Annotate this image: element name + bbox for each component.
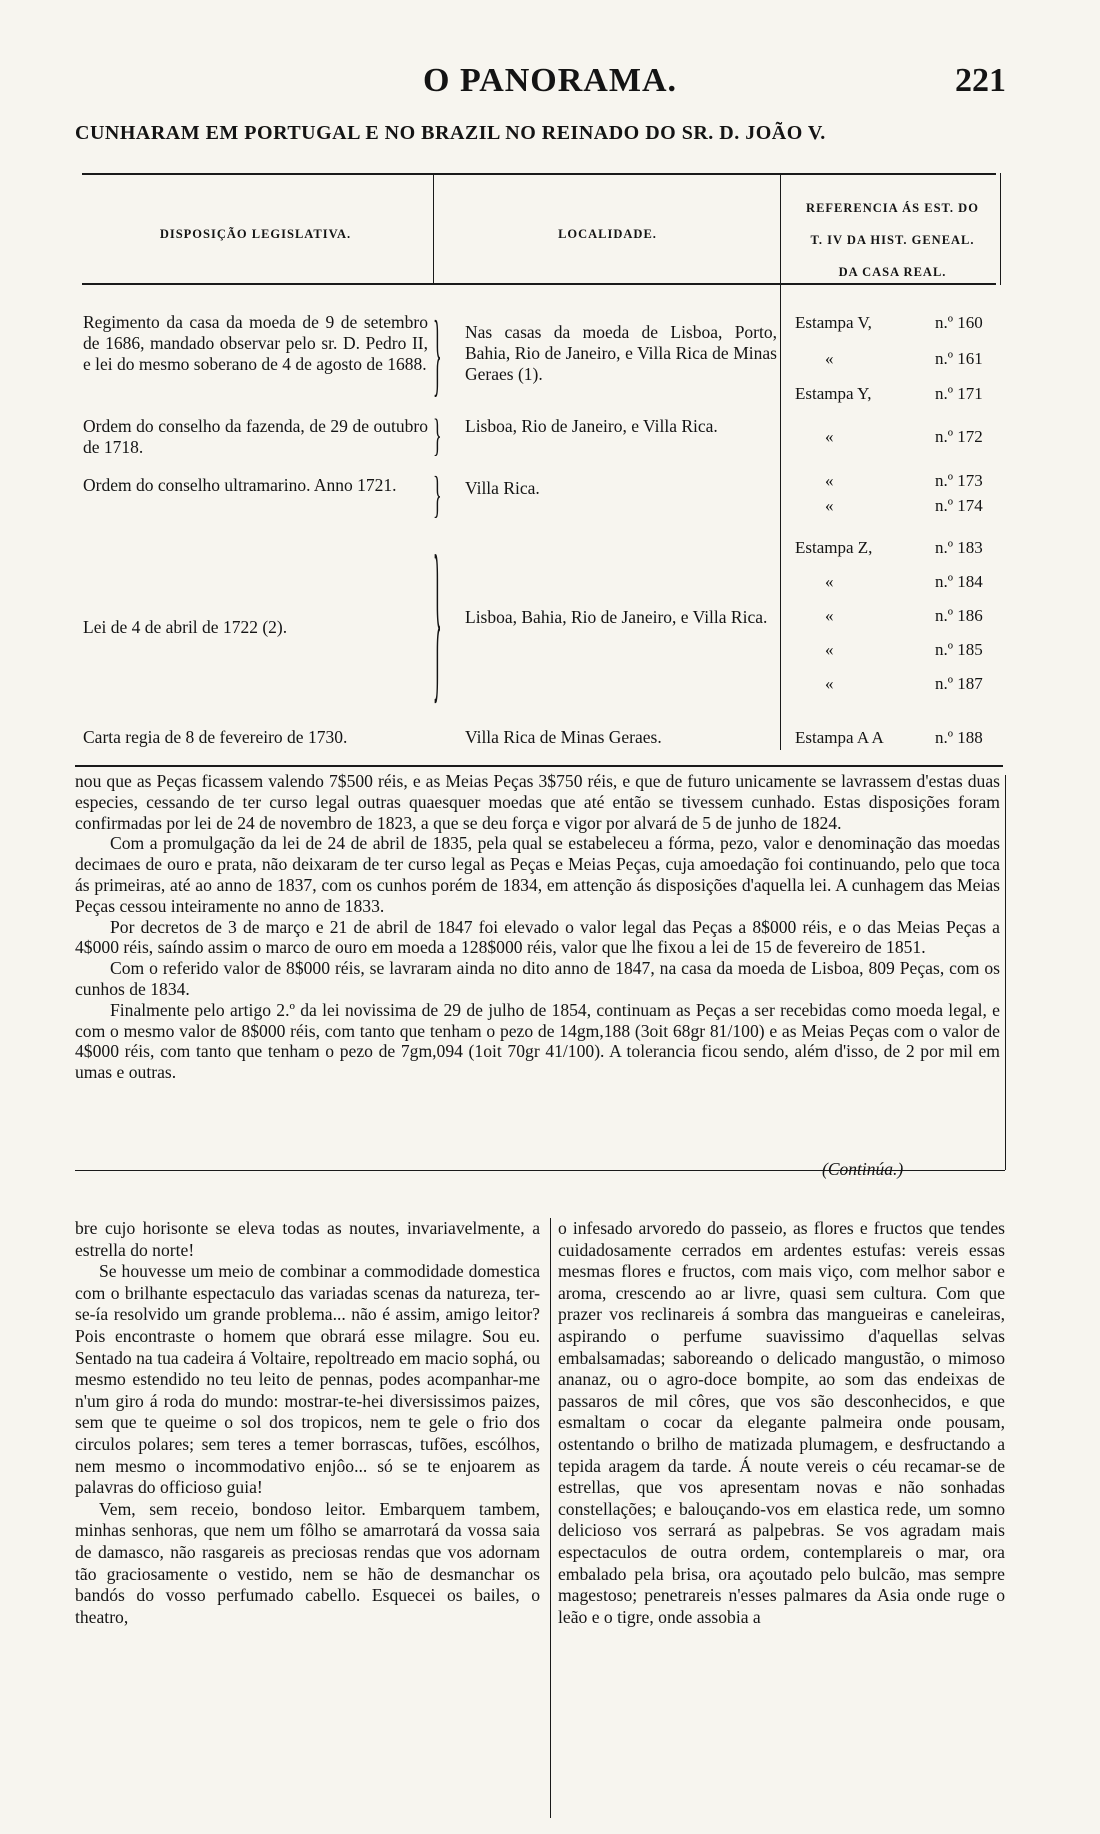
plate-number: n.º 188 <box>935 728 983 747</box>
plate: Estampa Y, <box>795 384 872 403</box>
plate: « <box>825 640 834 659</box>
body-right-rule <box>1005 775 1006 1170</box>
column-separator <box>550 1218 551 1818</box>
reference-row <box>795 728 995 750</box>
plate: « <box>825 349 834 368</box>
table-right-edge <box>1000 173 1001 285</box>
reference-row <box>795 427 995 449</box>
header-reference-line3: DA CASA REAL. <box>838 265 947 279</box>
left-column <box>75 1218 540 1628</box>
reference-row <box>795 572 995 594</box>
paragraph: Por decretos de 3 de março e 21 de abril de 1847 foi elevado o valor legal das Peças a 8$000 réis, e o das Meias Peças a 4$000 réis, saíndo assim o marco de ouro em moeda a 128$000 réis, valor que lhe fixou a lei de 15 de fevereiro de 1851. <box>75 916 1000 958</box>
legislative-entry: Ordem do conselho ultramarino. Anno 1721. <box>83 475 397 495</box>
header-reference-line2: T. IV DA HIST. GENEAL. <box>810 233 975 247</box>
plate: « <box>825 471 834 490</box>
plate-number: n.º 183 <box>935 538 983 557</box>
plate: « <box>825 674 834 693</box>
plate-number: n.º 184 <box>935 572 983 591</box>
reference-row <box>795 496 995 518</box>
reference-row <box>795 538 995 560</box>
page-number: 221 <box>955 62 1006 99</box>
plate-number: n.º 186 <box>935 606 983 625</box>
plate: « <box>825 427 834 446</box>
plate-number: n.º 171 <box>935 384 983 403</box>
plate-number: n.º 187 <box>935 674 983 693</box>
header-reference-line1: REFERENCIA ÁS EST. DO <box>806 201 979 215</box>
legislative-entry: Carta regia de 8 de fevereiro de 1730. <box>83 727 348 747</box>
reference-row <box>795 640 995 662</box>
locality-entry: Villa Rica. <box>465 478 540 498</box>
section-subtitle: CUNHARAM EM PORTUGAL E NO BRAZIL NO REINADO DO SR. D. JOÃO V. <box>75 122 826 144</box>
plate: Estampa V, <box>795 313 872 332</box>
reference-row <box>795 384 995 406</box>
plate-number: n.º 174 <box>935 496 983 515</box>
continued-note: (Continúa.) <box>822 1159 904 1179</box>
reference-row <box>795 674 995 696</box>
reference-row <box>795 471 995 493</box>
brace: } <box>433 411 442 461</box>
legislative-entry: Lei de 4 de abril de 1722 (2). <box>83 617 288 637</box>
reference-row <box>795 313 995 335</box>
column-divider-right <box>780 173 781 750</box>
locality-entry: Nas casas da moeda de Lisboa, Porto, Bahia, Rio de Janeiro, e Villa Rica de Minas Geraes (1). <box>465 322 777 384</box>
plate: « <box>825 606 834 625</box>
paragraph: Com a promulgação da lei de 24 de abril de 1835, pela qual se estabeleceu a fórma, pezo, valor e denominação das moedas decimaes de ouro e prata, não deixaram de ter curso legal as Peças e Meias Peças, cuja amoedação foi continuando, pelo que toca ás primeiras, até ao anno de 1837, com os cunhos porém de 1834, em attenção ás disposições d'aquella lei. A cunhagem das Meias Peças cessou inteiramente no anno de 1833. <box>75 833 1000 916</box>
locality-entry: Lisboa, Rio de Janeiro, e Villa Rica. <box>465 416 718 436</box>
legislative-entry: Regimento da casa da moeda de 9 de setembro de 1686, mandado observar pelo sr. D. Pedro II, e lei do mesmo soberano de 4 de agosto de 1688. <box>83 312 428 374</box>
header-legislative: DISPOSIÇÃO LEGISLATIVA. <box>159 227 352 241</box>
table-bottom-rule <box>75 765 1003 767</box>
paragraph: Com o referido valor de 8$000 réis, se lavraram ainda no dito anno de 1847, na casa da moeda de Lisboa, 809 Peças, com os cunhos de 1834. <box>75 958 1000 999</box>
plate-number: n.º 161 <box>935 349 983 368</box>
plate: Estampa Z, <box>795 538 873 557</box>
locality-entry: Lisboa, Bahia, Rio de Janeiro, e Villa Rica. <box>465 607 768 627</box>
article-body <box>75 771 1000 1083</box>
paragraph: bre cujo horisonte se eleva todas as noutes, invariavelmente, a estrella do norte! <box>75 1218 540 1260</box>
paragraph: Se houvesse um meio de combinar a commodidade domestica com o brilhante espectaculo das variadas scenas da natureza, ter-se-ía resolvido um grande problema... não é assim, amigo leitor? Pois encontraste o homem que obrará esse milagre. Sou eu. Sentado na tua cadeira á Voltaire, repoltreado em macio sophá, ou mesmo estendido no teu leito de pennas, podes acompanhar-me n'um giro á roda do mundo: mostrar-te-hei diversissimos paizes, sem que te queime o sol dos tropicos, nem te gele o frio dos circulos polares; sem teres a temer borrascas, tufões, escólhos, nem mesmo o incommodativo enjôo... só se te enjoarem as palavras do officioso guia! <box>75 1261 540 1498</box>
brace: } <box>433 466 442 523</box>
plate: « <box>825 572 834 591</box>
paragraph: Finalmente pelo artigo 2.º da lei novissima de 29 de julho de 1854, continuam as Peças a ser recebidas como moeda legal, e com o mesmo valor de 8$000 réis, com tanto que tenham o pezo de 14gm,188 (3oit 68gr 81/100) e as Meias Peças com o valor de 4$000 réis, com tanto que tenham o pezo de 7gm,094 (1oit 70gr 41/100). A tolerancia ficou sendo, além d'isso, de 2 por mil em umas e outras. <box>75 999 1000 1083</box>
plate: Estampa A A <box>795 728 884 747</box>
header-locality: LOCALIDADE. <box>558 227 657 241</box>
plate-number: n.º 185 <box>935 640 983 659</box>
page-title: O PANORAMA. <box>423 62 677 99</box>
reference-row <box>795 606 995 628</box>
plate: « <box>825 496 834 515</box>
plate-number: n.º 172 <box>935 427 983 446</box>
brace: } <box>433 303 442 407</box>
brace: } <box>433 523 442 721</box>
plate-number: n.º 173 <box>935 471 983 490</box>
legislative-entry: Ordem do conselho da fazenda, de 29 de outubro de 1718. <box>83 416 428 457</box>
locality-entry: Villa Rica de Minas Geraes. <box>465 727 662 747</box>
column-divider-left <box>433 173 434 285</box>
right-column <box>558 1218 1005 1628</box>
header-reference <box>790 192 995 288</box>
plate-number: n.º 160 <box>935 313 983 332</box>
paragraph: o infesado arvoredo do passeio, as flores e fructos que tendes cuidadosamente cerrados em ardentes estufas: vereis essas mesmas flores e fructos, com mais viço, com melhor sabor e aroma, crescendo ao ar livre, quasi sem cultura. Com que prazer vos reclinareis á sombra das mangueiras e caneleiras, aspirando o perfume suavissimo d'aquellas selvas embalsamadas; saboreando o delicado mangustão, o mimoso ananaz, ou o agro-doce bompite, ao som das endeixas de passaros de mil côres, que vos são desconhecidos, e que esmaltam o cocar da elegante palmeira onde pousam, ostentando o brilho de matizada plumagem, e desfructando a tepida aragem da tarde. Á noute vereis o céu recamar-se de estrellas, que vos apresentam novas e não sonhadas constellações; e balouçando-vos em elastica rede, um somno delicioso vos serrará as palpebras. Se vos agradam mais espectaculos de outra ordem, contemplareis o mar, ora embalado pela brisa, ora açoutado pelo bulcão, mas sempre magestoso; penetrareis n'esses palmares da Asia onde ruge o leão e o tigre, onde assobia a <box>558 1218 1005 1627</box>
table-top-rule <box>82 173 996 175</box>
paragraph: nou que as Peças ficassem valendo 7$500 réis, e as Meias Peças 3$750 réis, e que de futuro unicamente se lavrassem d'estas duas especies, cessando de ter curso legal outras quaesquer moedas que até então se tivessem cunhado. Estas disposições foram confirmadas por lei de 24 de novembro de 1823, a que se deu força e vigor por alvará de 5 de junho de 1824. <box>75 771 1000 833</box>
reference-row <box>795 349 995 371</box>
paragraph: Vem, sem receio, bondoso leitor. Embarquem tambem, minhas senhoras, que nem um fôlho se amarrotará da vossa saia de damasco, não rasgareis as preciosas rendas que vos adornam tão graciosamente o vestido, nem se hão de desmanchar os bandós do vosso perfumado cabello. Esquecei os bailes, o theatro, <box>75 1498 540 1627</box>
